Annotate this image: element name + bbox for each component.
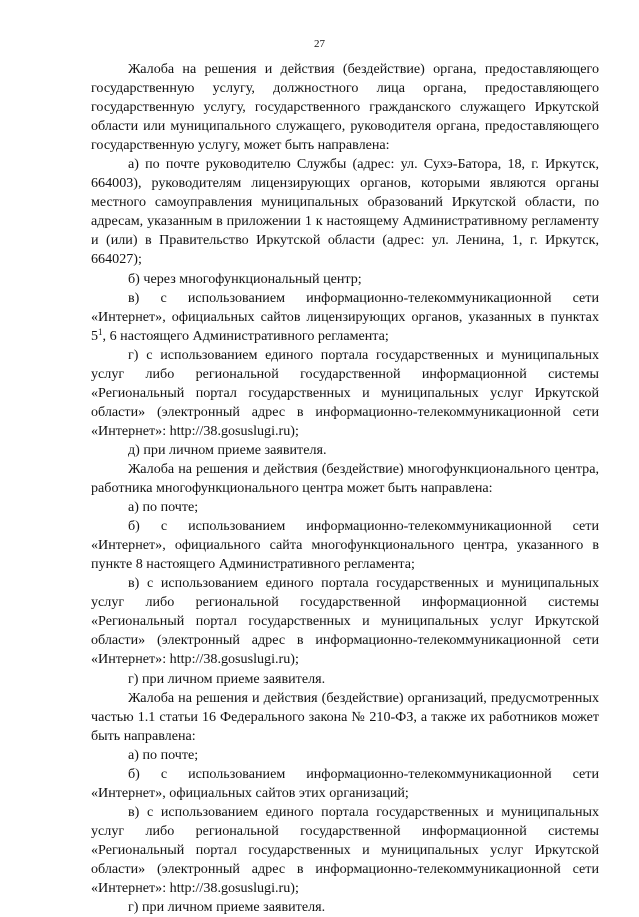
paragraph-organizations-complaint-intro: Жалоба на решения и действия (бездействие) организаций, предусмотренных частью 1.1 статьи 16 Федерального закона № 210-ФЗ, а также их работников может быть направлена:	[91, 689, 599, 744]
paragraph-via-mfc: б) через многофункциональный центр;	[128, 270, 362, 287]
paragraph-by-mail-to-head: а) по почте руководителю Службы (адрес: ул. Сухэ-Батора, 18, г. Иркутск, 664003), руководителям лицензирующих органов, которыми являются органы местного самоуправления муниципальных образований Иркутской области, по адресам, указанным в приложении 1 к настоящему Административному регламенту и (или) в Правительство Иркутской области (адрес: ул. Ленина, 1, г. Иркутск, 664027);	[91, 156, 599, 268]
paragraph-organizations-via-unified-portal: в) с использованием единого портала государственных и муниципальных услуг либо региональной государственной информационной системы «Региональный портал государственных и муниципальных услуг Иркутской области» (электронный адрес в информационно-телекоммуникационной сети «Интернет»: http://38.gosuslugi.ru);	[91, 803, 599, 897]
paragraph-complaint-body-intro: Жалоба на решения и действия (бездействие) органа, предоставляющего государственную услугу, должностного лица органа, предоставляющего государственную услугу, государственного гражданского служащего Иркутской области или муниципального служащего, руководителя органа, предоставляющего государственную услугу, может быть направлена:	[91, 61, 599, 154]
paragraph-personal-reception: д) при личном приеме заявителя.	[128, 441, 327, 458]
paragraph-via-unified-portal: г) с использованием единого портала государственных и муниципальных услуг либо региональной государственной информационной системы «Региональный портал государственных и муниципальных услуг Иркутской области» (электронный адрес в информационно-телекоммуникационной сети «Интернет»: http://38.gosuslugi.ru);	[91, 346, 599, 439]
page-number: 27	[314, 38, 325, 50]
paragraph-organizations-personal-reception: г) при личном приеме заявителя.	[128, 899, 326, 916]
paragraph-via-internet-licensing-sites	[91, 289, 599, 346]
paragraph-organizations-via-internet: б) с использованием информационно-телекоммуникационной сети «Интернет», официальных сайтов этих организаций;	[91, 765, 599, 801]
paragraph-mfc-via-internet: б) с использованием информационно-телекоммуникационной сети «Интернет», официального сайта многофункционального центра, указанного в пункте 8 настоящего Административного регламента;	[91, 518, 599, 573]
paragraph-text-part: , 6 настоящего Административного регламента;	[102, 327, 389, 344]
footnote-superscript: 1	[98, 326, 103, 337]
paragraph-mfc-by-mail: а) по почте;	[128, 499, 199, 516]
document-body	[91, 60, 599, 917]
paragraph-mfc-complaint-intro: Жалоба на решения и действия (бездействие) многофункционального центра, работника многофункционального центра может быть направлена:	[91, 460, 599, 497]
paragraph-mfc-personal-reception: г) при личном приеме заявителя.	[128, 670, 326, 687]
paragraph-text-part: в) с использованием информационно-телекоммуникационной сети «Интернет», официальных сайтов лицензирующих органов, указанных в пунктах 5	[91, 289, 599, 344]
paragraph-organizations-by-mail: а) по почте;	[128, 746, 199, 763]
paragraph-mfc-via-unified-portal: в) с использованием единого портала государственных и муниципальных услуг либо региональной государственной информационной системы «Региональный портал государственных и муниципальных услуг Иркутской области» (электронный адрес в информационно-телекоммуникационной сети «Интернет»: http://38.gosuslugi.ru);	[91, 575, 599, 668]
